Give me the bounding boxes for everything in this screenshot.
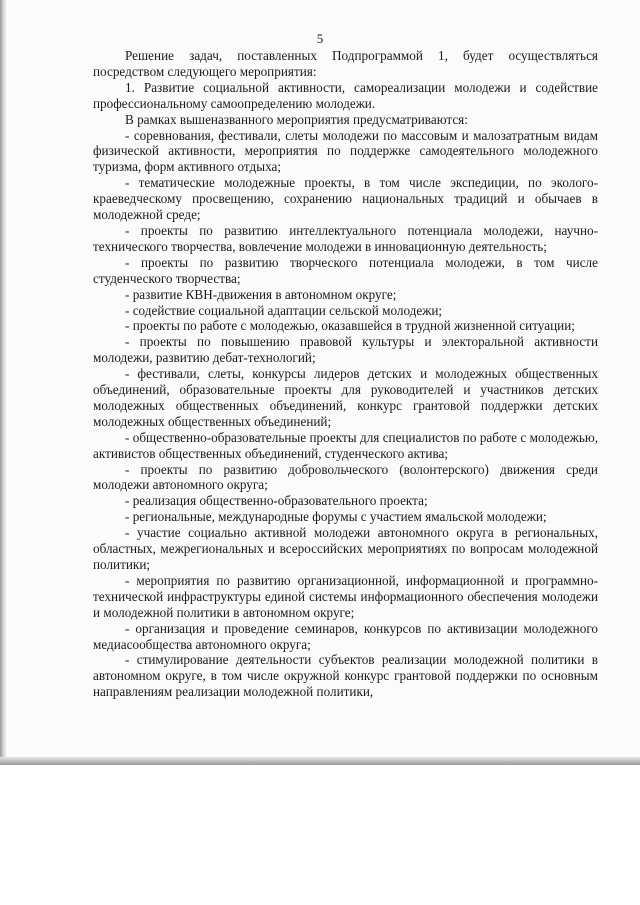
list-item: - мероприятия по развитию организационной, информационной и программно-технической инфраструктуры единой системы информационного обеспечения молодежи и молодежной политики в автономном округе; bbox=[93, 572, 598, 620]
list-item: - соревнования, фестивали, слеты молодежи по массовым и малозатратным видам физической активности, мероприятия по поддержке самодеятельного молодежного туризма, форм активного отдыха; bbox=[93, 127, 598, 175]
list-item: - содействие социальной адаптации сельской молодежи; bbox=[125, 302, 443, 318]
list-item: - региональные, международные форумы с участием ямальской молодежи; bbox=[125, 509, 547, 525]
list-item: - общественно-образовательные проекты для специалистов по работе с молодежью, активистов общественных объединений, студенческого актива; bbox=[93, 429, 598, 461]
list-item: - организация и проведение семинаров, конкурсов по активизации молодежного медиасообщества автономного округа; bbox=[93, 620, 598, 652]
document-body bbox=[93, 48, 598, 700]
list-item: - тематические молодежные проекты, в том числе экспедиции, по эколого-краеведческому просвещению, сохранению национальных традиций и обычаев в молодежной среде; bbox=[93, 175, 598, 223]
list-item: - участие социально активной молодежи автономного округа в региональных, областных, межрегиональных и всероссийских мероприятиях по вопросам молодежной политики; bbox=[93, 525, 598, 572]
list-item: - фестивали, слеты, конкурсы лидеров детских и молодежных общественных объединений, образовательные проекты для руководителей и участников детских молодежных общественных объединений, конкурс грантовой поддержки детских молодежных общественных объединений; bbox=[93, 366, 598, 429]
page-number: 5 bbox=[316, 31, 324, 46]
list-item: - проекты по развитию творческого потенциала молодежи, в том числе студенческого творчества; bbox=[93, 254, 598, 286]
paragraph-measure-title: 1. Развитие социальной активности, самореализации молодежи и содействие профессиональному самоопределению молодежи. bbox=[93, 79, 598, 111]
list-item: - стимулирование деятельности субъектов реализации молодежной политики в автономном округе, в том числе окружной конкурс грантовой поддержки по основным направлениям реализации молодежной политики, bbox=[93, 652, 598, 700]
list-item: - реализация общественно-образовательного проекта; bbox=[125, 493, 428, 509]
list-item: - проекты по повышению правовой культуры и электоральной активности молодежи, развитию дебат-технологий; bbox=[93, 334, 598, 366]
list-item: - развитие КВН-движения в автономном округе; bbox=[125, 286, 397, 302]
list-item: - проекты по работе с молодежью, оказавшейся в трудной жизненной ситуации; bbox=[125, 318, 575, 334]
scan-shadow-bottom bbox=[0, 757, 640, 765]
paragraph-provisions: В рамках вышеназванного мероприятия предусматриваются: bbox=[125, 111, 468, 127]
list-item: - проекты по развитию интеллектуального потенциала молодежи, научно-технического творчества, вовлечение молодежи в инновационную деятельность; bbox=[93, 222, 598, 254]
paragraph-intro: Решение задач, поставленных Подпрограммой 1, будет осуществляться посредством следующего мероприятия: bbox=[93, 48, 598, 79]
list-item: - проекты по развитию добровольческого (волонтерского) движения среди молодежи автономного округа; bbox=[93, 461, 598, 493]
scan-shadow-left bbox=[0, 0, 6, 765]
